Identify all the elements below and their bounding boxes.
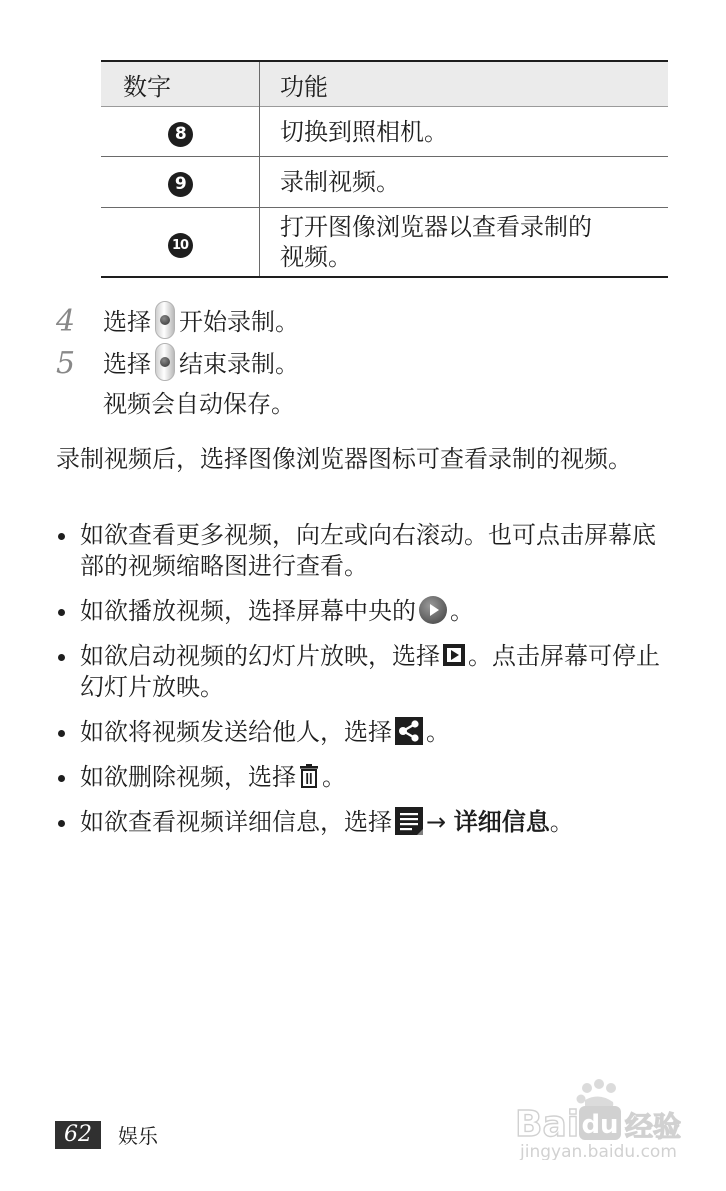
table-row — [101, 107, 668, 157]
page-number: 62 — [55, 1121, 101, 1149]
list-item: 如欲查看视频详细信息，选择 → 详细信息。 — [56, 807, 671, 838]
share-icon — [395, 717, 423, 745]
step-5-note: 视频会自动保存。 — [103, 390, 295, 418]
header-function: 功能 — [280, 72, 328, 101]
function-table — [101, 60, 668, 278]
stop-button-icon — [155, 343, 175, 381]
tips-list — [56, 520, 671, 852]
list-item: 如欲查看更多视频，向左或向右滚动。也可点击屏幕底部的视频缩略图进行查看。 — [56, 520, 671, 582]
baidu-watermark-logo — [515, 1078, 690, 1160]
record-button-icon — [155, 301, 175, 339]
slideshow-icon — [443, 644, 465, 666]
list-item: 如欲删除视频，选择 。 — [56, 762, 671, 793]
table-header-row — [101, 61, 668, 107]
number-8-badge: 8 — [168, 122, 193, 147]
table-row — [101, 208, 668, 278]
list-item: 如欲启动视频的幻灯片放映，选择 。点击屏幕可停止幻灯片放映。 — [56, 641, 671, 703]
number-10-badge: 10 — [168, 233, 193, 258]
list-item: 如欲将视频发送给他人，选择 。 — [56, 717, 671, 748]
row-function-text: 录制视频。 — [280, 168, 400, 196]
intro-paragraph: 录制视频后，选择图像浏览器图标可查看录制的视频。 — [56, 445, 632, 473]
play-icon — [419, 596, 447, 624]
step-number: 5 — [56, 346, 76, 381]
row-function-text: 切换到照相机。 — [280, 117, 448, 146]
svg-text:Bai: Bai — [515, 1104, 580, 1145]
table-row — [101, 157, 668, 208]
svg-text:du: du — [581, 1110, 619, 1140]
watermark-url: jingyan.baidu.com — [520, 1142, 677, 1160]
number-9-badge: 9 — [168, 172, 193, 197]
header-number: 数字 — [101, 61, 260, 107]
step-number: 4 — [56, 304, 76, 339]
section-label: 娱乐 — [118, 1124, 158, 1148]
details-label: 详细信息 — [453, 808, 550, 836]
menu-icon — [395, 807, 423, 835]
row-function-text: 打开图像浏览器以查看录制的 视频。 — [280, 213, 592, 271]
trash-icon — [299, 764, 319, 788]
list-item: 如欲播放视频，选择屏幕中央的 。 — [56, 596, 671, 627]
manual-page: 数字 功能 8 切换到照相机。 9 录制视频。 10 打开图像浏览器以查看录制的 视频。 4 选择 开始录制。 5 选择 结束录制。 视频会自动保存。 录制视频后，选择图像浏览器图标可查看录制的视频。 如欲查看更多视频，向左或向右滚动。也可点击屏幕底部的视频缩略图进行查看。 如欲播放视频，选择屏幕中央的 。 如欲启动视频的幻灯片放映，选择 。点击屏幕可停止幻灯片放映。 如欲将视频发送给他人，选择 。 如欲删除视频，选择 。 如欲查看视频详细信息，选择 → 详细信息。 62 娱乐 Bai du 经验 jingyan.baidu.com — [0, 0, 726, 1191]
svg-text:经验: 经验 — [625, 1110, 682, 1143]
